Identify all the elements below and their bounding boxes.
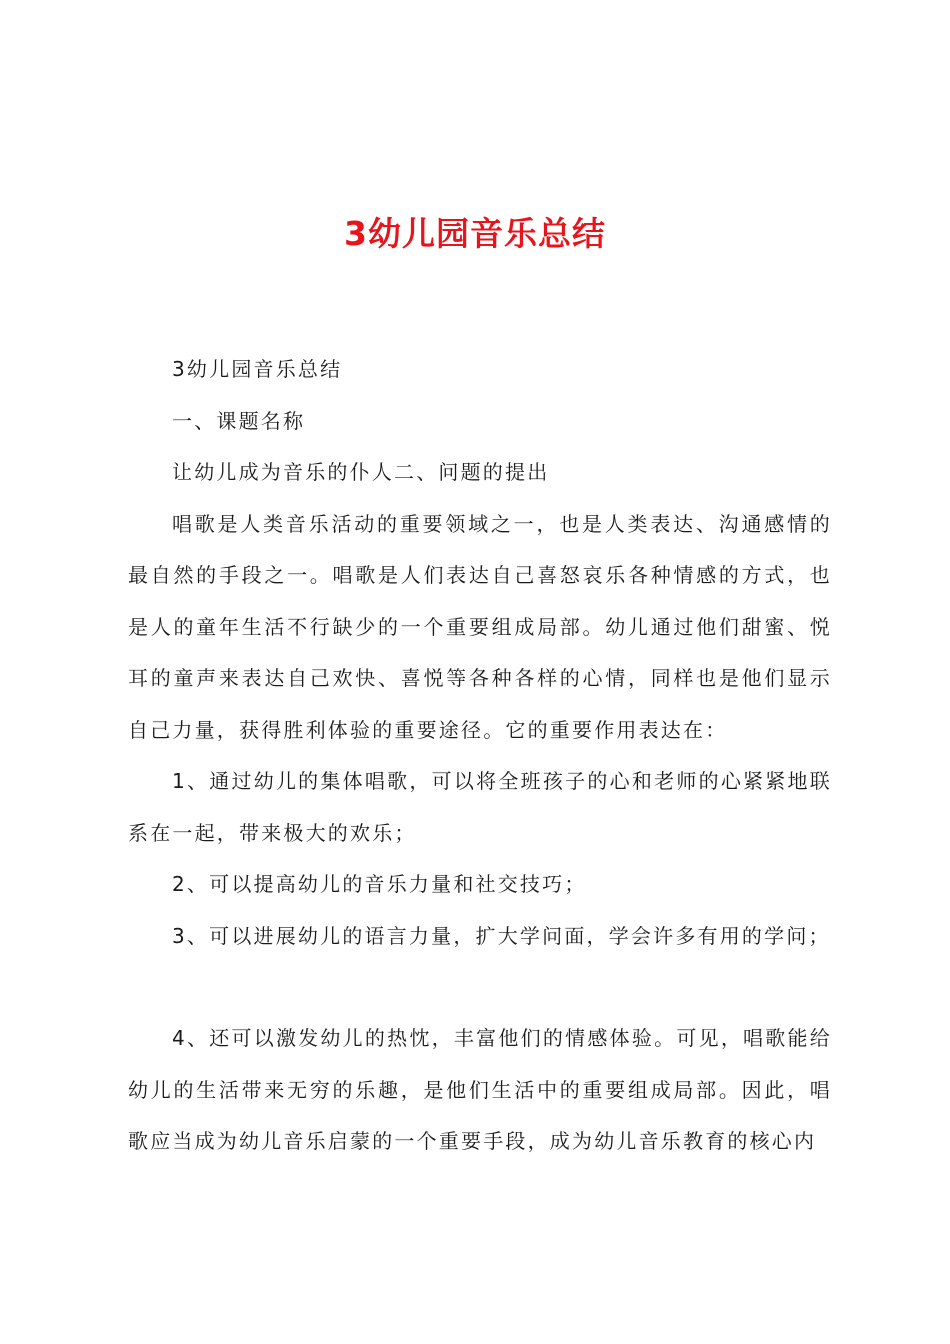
paragraph-point-1: 1、通过幼儿的集体唱歌，可以将全班孩子的心和老师的心紧紧地联系在一起，带来极大的欢乐； (128, 769, 832, 845)
paragraph-point-3: 3、可以进展幼儿的语言力量，扩大学问面，学会许多有用的学问； (172, 923, 831, 948)
paragraph-heading: 3幼儿园音乐总结 (172, 357, 343, 381)
paragraph-point-2: 2、可以提高幼儿的音乐力量和社交技巧； (172, 872, 587, 896)
document-body (128, 344, 832, 1168)
paragraph-point-4: 4、还可以激发幼儿的热忱，丰富他们的情感体验。可见，唱歌能给幼儿的生活带来无穷的乐趣，是他们生活中的重要组成局部。因此，唱歌应当成为幼儿音乐启蒙的一个重要手段，成为幼儿音乐教育的核心内 (128, 1026, 832, 1153)
document-title: 3幼儿园音乐总结 (344, 214, 606, 253)
paragraph-intro: 唱歌是人类音乐活动的重要领域之一，也是人类表达、沟通感情的最自然的手段之一。唱歌是人们表达自己喜怒哀乐各种情感的方式，也是人的童年生活不行缺少的一个重要组成局部。幼儿通过他们甜蜜、悦耳的童声来表达自己欢快、喜悦等各种各样的心情，同样也是他们显示自己力量，获得胜利体验的重要途径。它的重要作用表达在： (128, 511, 832, 742)
paragraph-topic-label: 一、课题名称 (172, 408, 306, 433)
paragraph-topic-name: 让幼儿成为音乐的仆人二、问题的提出 (172, 460, 550, 484)
